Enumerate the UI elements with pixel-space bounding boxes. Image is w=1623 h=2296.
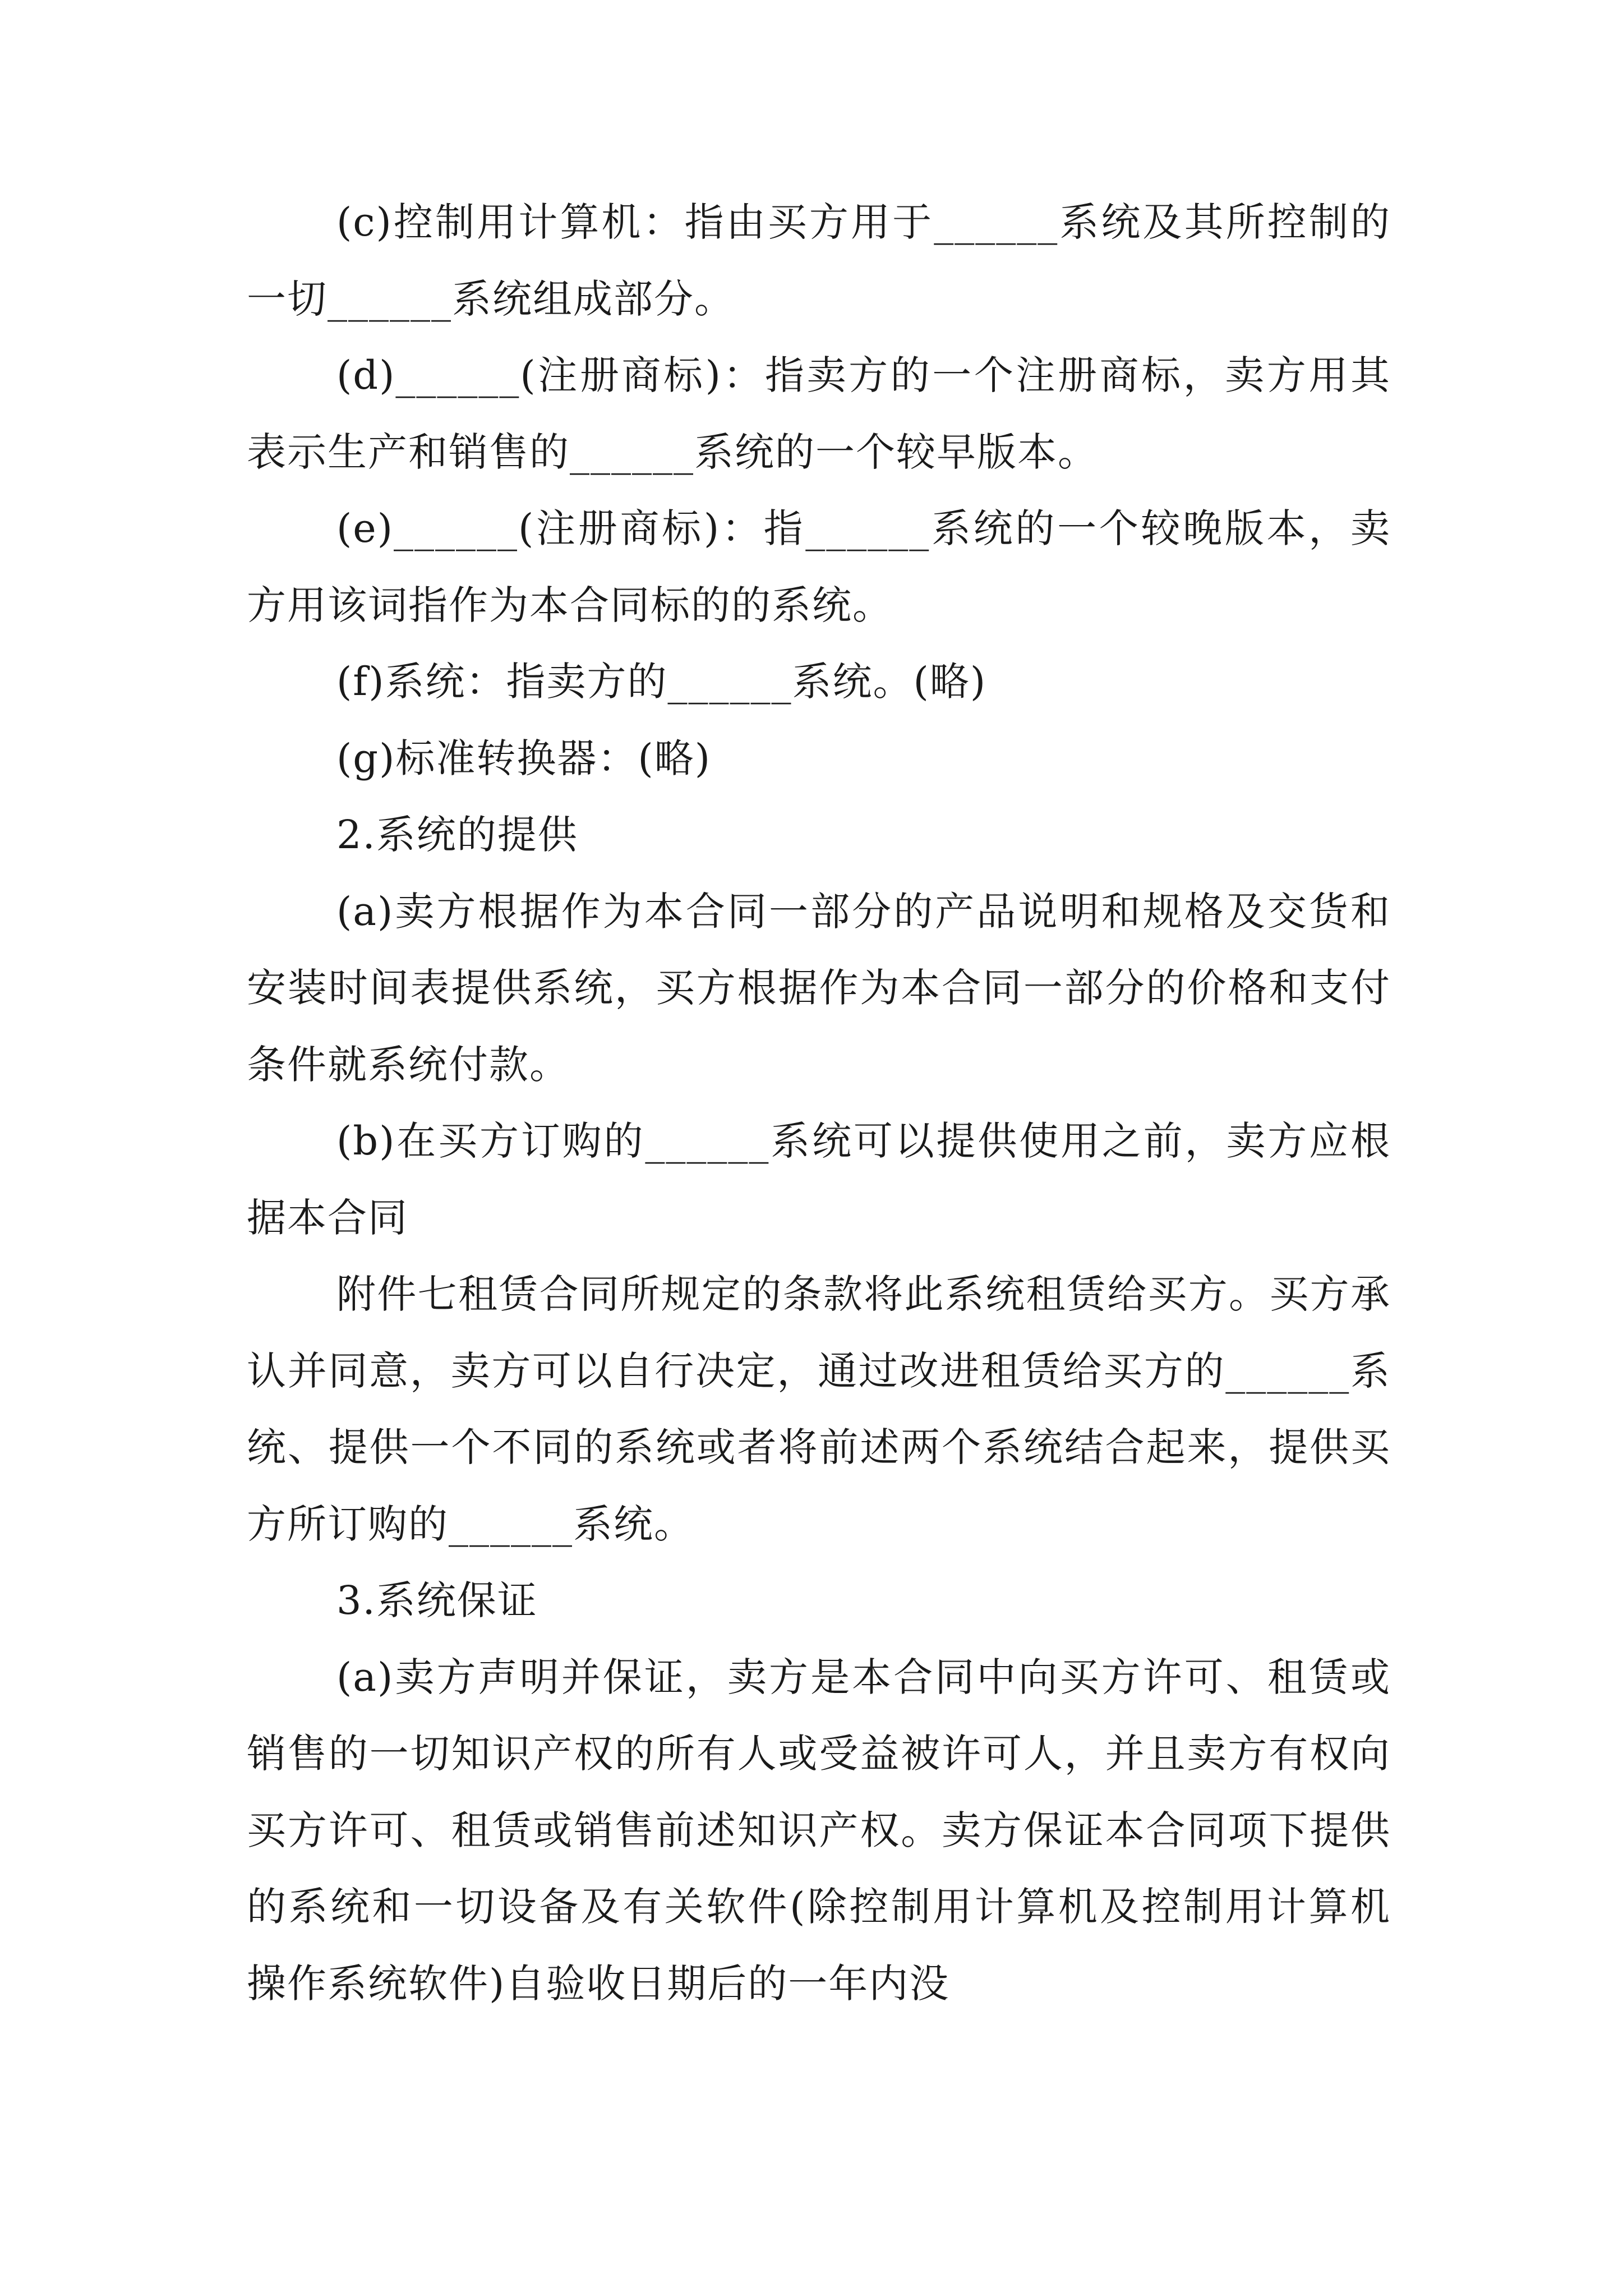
document-body (247, 184, 1391, 2022)
paragraph-2a: (a)卖方根据作为本合同一部分的产品说明和规格及交货和安装时间表提供系统，买方根据作为本合同一部分的价格和支付条件就系统付款。 (247, 888, 1391, 1088)
paragraph-definition-d: (d)______(注册商标)：指卖方的一个注册商标，卖方用其表示生产和销售的______系统的一个较早版本。 (247, 352, 1391, 475)
paragraph-definition-g: (g)标准转换器：(略) (336, 735, 712, 781)
paragraph-definition-c: (c)控制用计算机：指由买方用于______系统及其所控制的一切______系统组成部分。 (247, 199, 1391, 322)
paragraph-2b: (b)在买方订购的______系统可以提供使用之前，卖方应根据本合同 (247, 1118, 1391, 1241)
paragraph-definition-e: (e)______(注册商标)：指______系统的一个较晚版本，卖方用该词指作为本合同标的的系统。 (247, 505, 1391, 628)
paragraph-definition-f: (f)系统：指卖方的______系统。(略) (336, 659, 987, 705)
paragraph-3a: (a)卖方声明并保证，卖方是本合同中向买方许可、租赁或销售的一切知识产权的所有人或受益被许可人，并且卖方有权向买方许可、租赁或销售前述知识产权。卖方保证本合同项下提供的系统和一切设备及有关软件(除控制用计算机及控制用计算机操作系统软件)自验收日期后的一年内没 (247, 1654, 1391, 2007)
section-heading-3: 3.系统保证 (336, 1577, 538, 1623)
section-heading-2: 2.系统的提供 (336, 812, 578, 858)
paragraph-2b-continued: 附件七租赁合同所规定的条款将此系统租赁给买方。买方承认并同意，卖方可以自行决定，通过改进租赁给买方的______系统、提供一个不同的系统或者将前述两个系统结合起来，提供买方所订购的______系统。 (247, 1271, 1391, 1547)
